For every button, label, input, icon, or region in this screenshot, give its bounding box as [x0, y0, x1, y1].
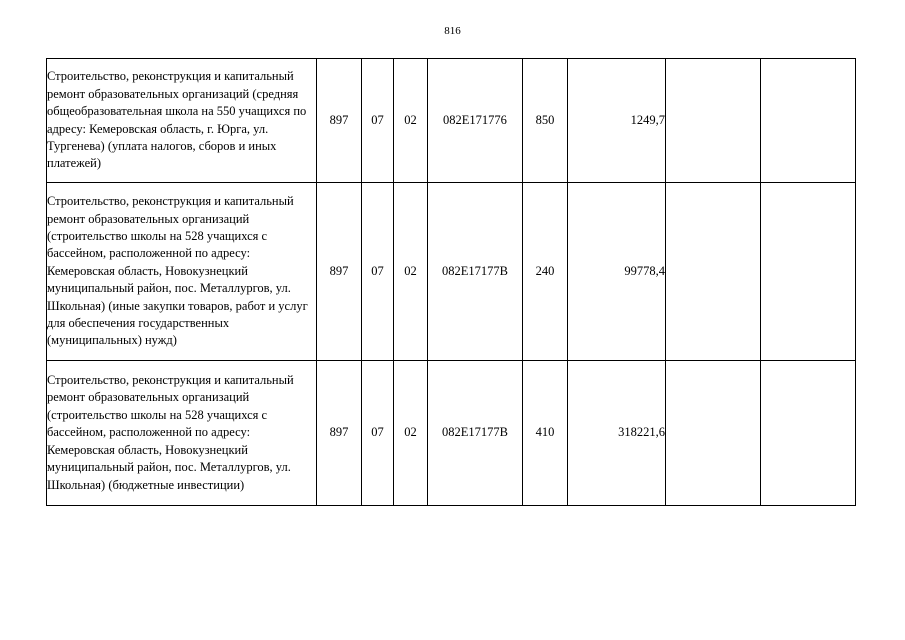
expense-type-code: 410	[523, 361, 568, 506]
row-description: Строительство, реконструкция и капитальный ремонт образовательных организаций (строительство школы на 528 учащихся с бассейном, расположенной по адресу: Кемеровская область, Новокузнецкий муниципальный район, пос. Металлургов, ул. Школьная) (бюджетные инвестиции)	[47, 361, 317, 506]
empty-cell	[761, 361, 856, 506]
expense-type-code: 240	[523, 183, 568, 361]
row-description: Строительство, реконструкция и капитальный ремонт образовательных организаций (строительство школы на 528 учащихся с бассейном, расположенной по адресу: Кемеровская область, Новокузнецкий муниципальный район, пос. Металлургов, ул. Школьная) (иные закупки товаров, работ и услуг для обеспечения государственных (муниципальных) нужд)	[47, 183, 317, 361]
page-number: 816	[444, 25, 461, 37]
ministry-code: 897	[317, 59, 362, 183]
row-description: Строительство, реконструкция и капитальный ремонт образовательных организаций (средняя общеобразовательная школа на 550 учащихся по адресу: Кемеровская область, г. Юрга, ул. Тургенева) (уплата налогов, сборов и иных платежей)	[47, 59, 317, 183]
empty-cell	[666, 183, 761, 361]
target-article-code: 082E17177В	[428, 183, 523, 361]
target-article-code: 082E17177В	[428, 361, 523, 506]
expense-type-code: 850	[523, 59, 568, 183]
table-row	[47, 183, 856, 361]
table-row	[47, 59, 856, 183]
empty-cell	[666, 361, 761, 506]
empty-cell	[666, 59, 761, 183]
section-code: 07	[362, 183, 394, 361]
target-article-code: 082E171776	[428, 59, 523, 183]
section-code: 07	[362, 361, 394, 506]
section-code: 07	[362, 59, 394, 183]
amount: 99778,4	[568, 183, 666, 361]
empty-cell	[761, 183, 856, 361]
amount: 1249,7	[568, 59, 666, 183]
empty-cell	[761, 59, 856, 183]
ministry-code: 897	[317, 361, 362, 506]
budget-table	[46, 58, 856, 506]
table-row	[47, 361, 856, 506]
subsection-code: 02	[394, 59, 428, 183]
subsection-code: 02	[394, 361, 428, 506]
subsection-code: 02	[394, 183, 428, 361]
ministry-code: 897	[317, 183, 362, 361]
amount: 318221,6	[568, 361, 666, 506]
